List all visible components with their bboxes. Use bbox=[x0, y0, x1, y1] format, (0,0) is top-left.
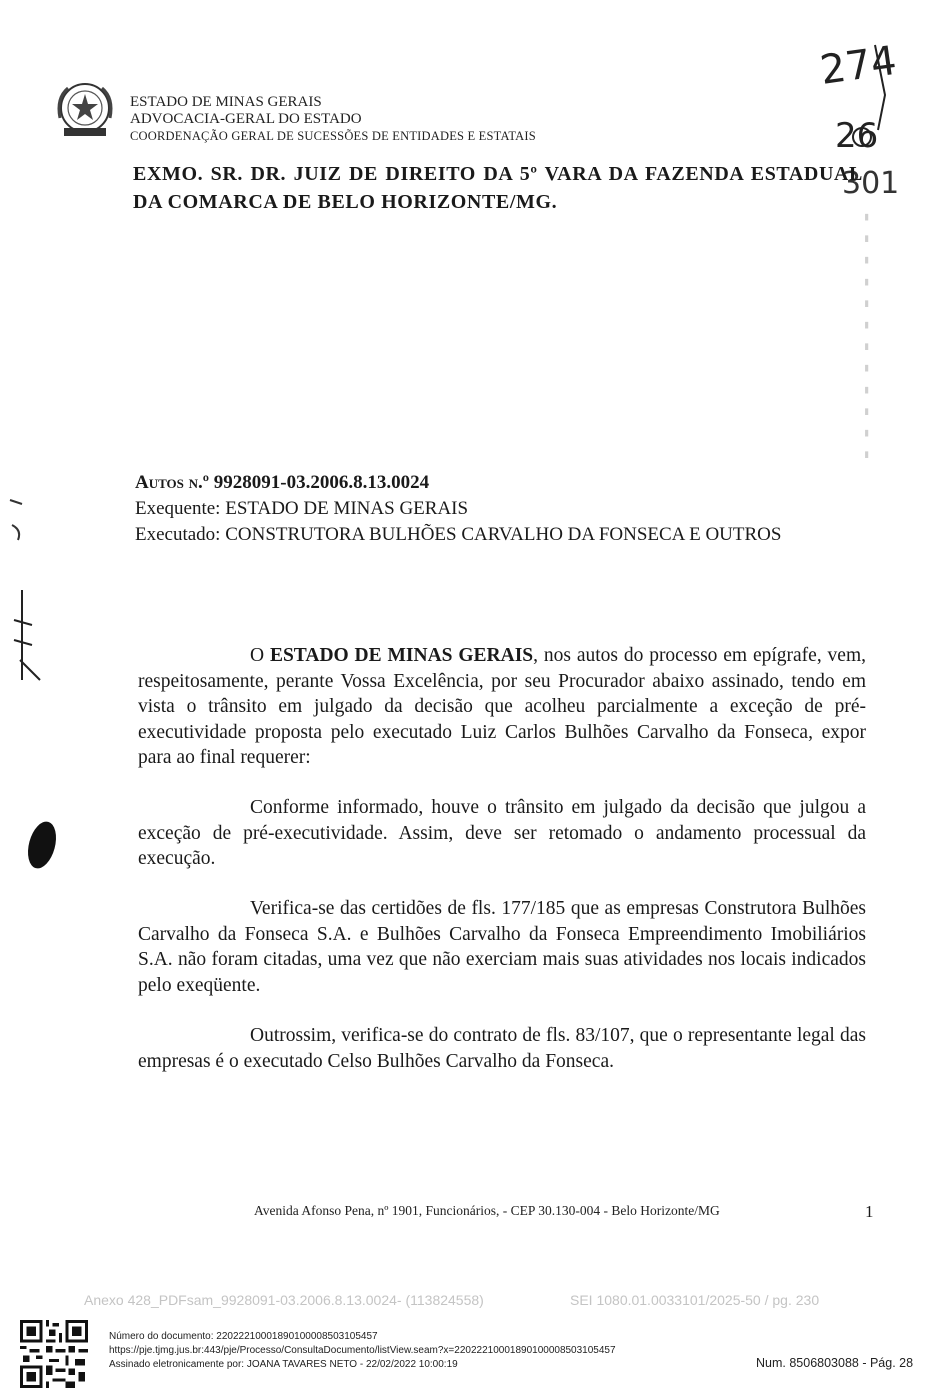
handwritten-26: 26 bbox=[835, 116, 879, 156]
page-number: 1 bbox=[865, 1202, 874, 1221]
signed-by: Assinado eletronicamente por: JOANA TAVARES NETO - 22/02/2022 10:00:19 bbox=[109, 1359, 458, 1370]
footer-address: Avenida Afonso Pena, nº 1901, Funcionários, - CEP 30.130-004 - Belo Horizonte/MG bbox=[254, 1203, 720, 1218]
p3-text: Verifica-se das certidões de fls. 177/185 que as empresas Construtora Bulhões Carvalho da Fonseca S.A. e Bulhões Carvalho da Fonseca Empreendimento Imobiliários S.A. não foram citadas, uma vez que não exerciam mais suas atividades nos locais indicados pelo exeqüente. bbox=[138, 898, 866, 996]
addressee: EXMO. SR. DR. JUIZ DE DIREITO DA 5º VARA DA FAZENDA ESTADUAL DA COMARCA DE BELO HORIZONTE/MG. bbox=[133, 163, 863, 213]
anexo-watermark: Anexo 428_PDFsam_9928091-03.2006.8.13.0024- (113824558) bbox=[84, 1292, 484, 1308]
header-agency: ADVOCACIA-GERAL DO ESTADO bbox=[130, 111, 362, 127]
receipt-stamp: ▮ ▮ ▮ ▮ ▮ ▮ ▮ ▮ ▮ ▮ ▮ ▮ bbox=[859, 210, 871, 462]
state-coat-of-arms-icon bbox=[50, 78, 120, 142]
document-url[interactable]: https://pje.tjmg.jus.br:443/pje/Processo/ConsultaDocumento/listView.seam?x=22022210001890100008503105457 bbox=[109, 1345, 616, 1356]
paragraph-2 bbox=[138, 795, 866, 872]
handwritten-274: 274 bbox=[817, 37, 900, 94]
document-number: Número do documento: 22022210001890100008503105457 bbox=[109, 1331, 378, 1342]
case-number-line bbox=[135, 470, 835, 496]
paragraph-4 bbox=[138, 1023, 866, 1074]
exequente: Exequente: ESTADO DE MINAS GERAIS bbox=[135, 498, 469, 519]
num-page: Num. 8506803088 - Pág. 28 bbox=[756, 1356, 914, 1370]
header-state: ESTADO DE MINAS GERAIS bbox=[130, 94, 322, 110]
paragraph-3 bbox=[138, 896, 866, 998]
signature-metadata bbox=[109, 1330, 616, 1372]
case-info bbox=[135, 470, 835, 548]
header-coordination: COORDENAÇÃO GERAL DE SUCESSÕES DE ENTIDADES E ESTATAIS bbox=[130, 129, 536, 143]
case-label: Autos n.º bbox=[135, 472, 210, 493]
margin-marks bbox=[0, 480, 70, 880]
p1-rest: , nos autos do processo em epígrafe, vem, respeitosamente, perante Vossa Excelência, por seu Procurador abaixo assinado, tendo em vista o trânsito em julgado da decisão que acolheu parcialmente a exceção de pré-executividade proposta pelo executado Luiz Carlos Bulhões Carvalho da Fonseca, expor para ao final requerer: bbox=[138, 645, 867, 768]
paragraph-1 bbox=[138, 643, 866, 771]
sei-watermark: SEI 1080.01.0033101/2025-50 / pg. 230 bbox=[570, 1292, 820, 1308]
p2-text: Conforme informado, houve o trânsito em julgado da decisão que julgou a exceção de pré-executividade. Assim, deve ser retomado o andamento processual da execução. bbox=[138, 797, 866, 869]
handwritten-301: 301 bbox=[842, 166, 900, 201]
p1-bold: ESTADO DE MINAS GERAIS bbox=[269, 645, 534, 666]
p4-text: Outrossim, verifica-se do contrato de fls. 83/107, que o representante legal das empresas é o executado Celso Bulhões Carvalho da Fonseca. bbox=[138, 1025, 866, 1072]
p1-lead: O bbox=[250, 645, 265, 666]
qr-code-icon[interactable] bbox=[20, 1320, 88, 1388]
executado: Executado: CONSTRUTORA BULHÕES CARVALHO DA FONSECA E OUTROS bbox=[135, 524, 782, 545]
case-number: 9928091-03.2006.8.13.0024 bbox=[213, 472, 430, 493]
